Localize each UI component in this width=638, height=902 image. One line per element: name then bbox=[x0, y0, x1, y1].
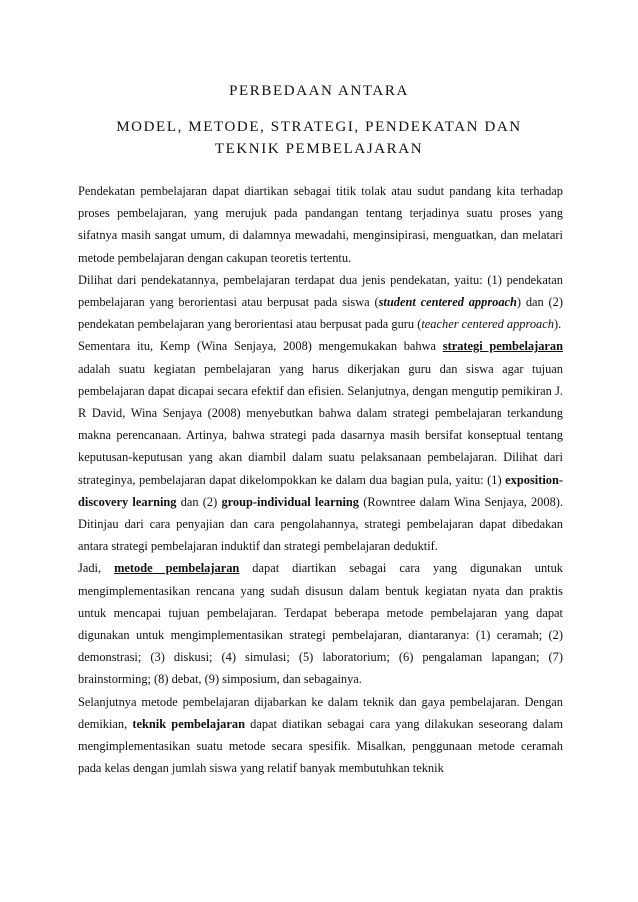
paragraph-metode bbox=[78, 557, 563, 690]
document-title-line-2 bbox=[0, 116, 638, 160]
strategi-pembelajaran-term: strategi pembelajaran bbox=[442, 339, 563, 354]
p5-text-b: dapat diatikan sebagai cara yang dilakukan seseorang dalam mengimplementasikan suatu metode secara spesifik. Misalkan, penggunaan metode ceramah pada kelas dengan jumlah siswa yang relatif banyak membutuhkan teknik bbox=[78, 716, 563, 776]
metode-pembelajaran-term: metode pembelajaran bbox=[114, 561, 240, 576]
p2-text-c: ). bbox=[553, 317, 562, 332]
p4-text-b: dapat diartikan sebagai cara yang digunakan untuk mengimplementasikan rencana yang sudah disusun dalam bentuk kegiatan nyata dan praktis untuk mencapai tujuan pembelajaran. Terdapat beberapa metode pembelajaran yang dapat digunakan untuk mengimplementasikan strategi pembelajaran, diantaranya: (1) ceramah; (2) demonstrasi; (3) diskusi; (4) simulasi; (5) laboratorium; (6) pengalaman lapangan; (7) brainstorming; (8) debat, (9) simposium, dan sebagainya. bbox=[78, 561, 563, 687]
p2-text-b: ) dan (2) pendekatan pembelajaran yang berorientasi atau berpusat pada guru ( bbox=[78, 295, 563, 332]
p4-text-a: Jadi, bbox=[78, 561, 115, 576]
p3-text-a: Sementara itu, Kemp (Wina Senjaya, 2008) mengemukakan bahwa bbox=[78, 339, 443, 354]
p5-text-a: Selanjutnya metode pembelajaran dijabarkan ke dalam teknik dan gaya pembelajaran. Dengan demikian, bbox=[78, 694, 563, 731]
p3-text-c: dan (2) bbox=[176, 494, 222, 509]
exposition-discovery-term: exposition-discovery learning bbox=[78, 472, 563, 509]
p2-text-a: Dilihat dari pendekatannya, pembelajaran terdapat dua jenis pendekatan, yaitu: (1) pendekatan pembelajaran yang berorientasi atau berpusat pada siswa ( bbox=[78, 272, 563, 310]
paragraph-teknik bbox=[78, 691, 563, 780]
group-individual-term: group-individual learning bbox=[221, 494, 359, 509]
document-title-line-2b: TEKNIK PEMBELAJARAN bbox=[214, 141, 424, 157]
teacher-centered-term: teacher centered approach bbox=[421, 317, 554, 332]
paragraph-pendekatan: Pendekatan pembelajaran dapat diartikan sebagai titik tolak atau sudut pandang kita terhadap proses pembelajaran, yang merujuk pada pandangan tentang terjadinya suatu proses yang sifatnya masih sangat umum, di dalamnya mewadahi, menginsipirasi, menguatkan, dan melatari metode pembelajaran dengan cakupan teoretis tertentu. bbox=[78, 184, 563, 265]
p3-text-d: (Rowntree dalam Wina Senjaya, 2008). Ditinjau dari cara penyajian dan cara pengolahannya, strategi pembelajaran dapat dibedakan antara strategi pembelajaran induktif dan strategi pembelajaran deduktif. bbox=[78, 494, 563, 554]
paragraph-strategi bbox=[78, 335, 563, 557]
student-centered-term: student centered approach bbox=[378, 295, 517, 310]
document-title-line-1: PERBEDAAN ANTARA bbox=[229, 83, 409, 99]
paragraph-jenis-pendekatan bbox=[78, 269, 563, 336]
p3-text-b: adalah suatu kegiatan pembelajaran yang harus dikerjakan guru dan siswa agar tujuan pembelajaran dapat dicapai secara efektif dan efisien. Selanjutnya, dengan mengutip pemikiran J. R David, Wina Senjaya (2008) menyebutkan bahwa dalam strategi pembelajaran terkandung makna perencanaan. Artinya, bahwa strategi pada dasarnya masih bersifat konseptual tentang keputusan-keputusan yang akan diambil dalam suatu pelaksanaan pembelajaran. Dilihat dari strateginya, pembelajaran dapat dikelompokkan ke dalam dua bagian pula, yaitu: (1) bbox=[78, 361, 563, 487]
document-body bbox=[78, 180, 563, 779]
document-title-line-2a: MODEL, METODE, STRATEGI, PENDEKATAN DAN bbox=[116, 119, 522, 135]
teknik-pembelajaran-term: teknik pembelajaran bbox=[132, 716, 245, 731]
